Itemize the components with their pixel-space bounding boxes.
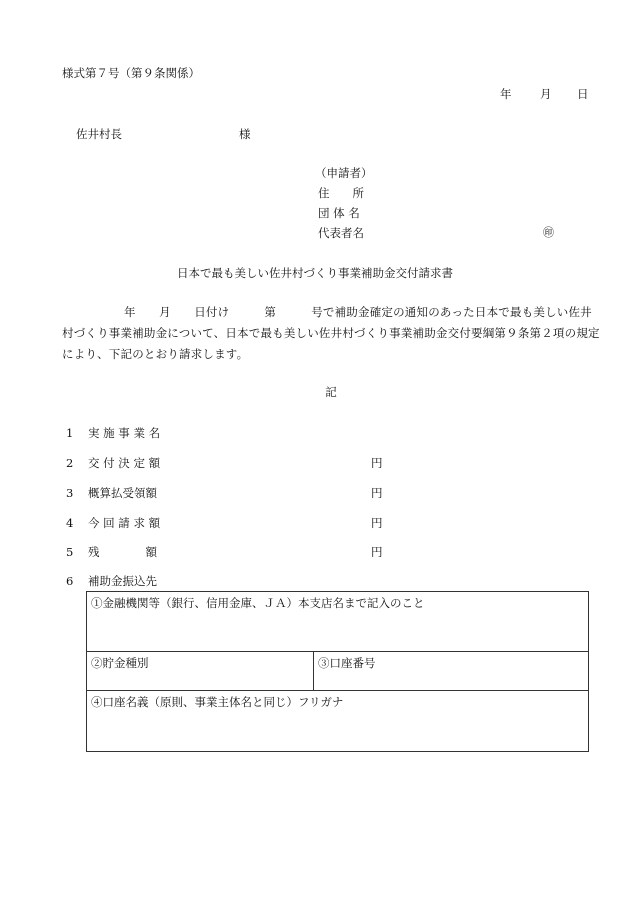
item-number: 3 bbox=[66, 486, 74, 500]
account-holder-label: ④口座名義（原則、事業主体名と同じ）フリガナ bbox=[91, 695, 344, 709]
bank-institution-cell[interactable] bbox=[87, 592, 589, 652]
date-month: 月 bbox=[540, 87, 552, 101]
deposit-type-label: ②貯金種別 bbox=[91, 656, 149, 670]
addressee-name: 佐井村長 bbox=[76, 127, 122, 141]
date-line bbox=[500, 87, 589, 101]
item-label: 交 付 決 定 額 bbox=[88, 456, 161, 470]
item-unit: 円 bbox=[371, 516, 383, 530]
item-number: 5 bbox=[66, 545, 74, 559]
item-number: 2 bbox=[66, 456, 74, 470]
item-number: 6 bbox=[66, 574, 74, 588]
item-unit: 円 bbox=[371, 545, 383, 559]
date-year: 年 bbox=[500, 87, 512, 101]
ki-heading: 記 bbox=[325, 385, 337, 399]
item-label: 実 施 事 業 名 bbox=[88, 426, 161, 440]
applicant-heading: （申請者） bbox=[315, 166, 373, 180]
account-number-cell[interactable] bbox=[314, 652, 589, 691]
item-unit: 円 bbox=[371, 456, 383, 470]
applicant-block bbox=[315, 166, 373, 246]
item-number: 1 bbox=[66, 426, 74, 440]
item-label: 今 回 請 求 額 bbox=[88, 516, 161, 530]
body-text: 年 月 日付け 第 号で補助金確定の通知のあった日本で最も美しい佐井村づくり事業補助金について、日本で最も美しい佐井村づくり事業補助金交付要綱第９条第２項の規定により、下記のとおり請求します。 bbox=[62, 305, 600, 361]
applicant-org-label: 団 体 名 bbox=[318, 206, 360, 220]
account-holder-cell[interactable] bbox=[87, 691, 589, 752]
form-number: 様式第７号（第９条関係） bbox=[62, 66, 200, 80]
applicant-rep-label: 代表者名 bbox=[318, 226, 364, 240]
body-paragraph bbox=[62, 302, 602, 365]
item-unit: 円 bbox=[371, 486, 383, 500]
account-number-label: ③口座番号 bbox=[318, 656, 376, 670]
addressee-honorific: 様 bbox=[239, 127, 251, 141]
item-label: 残 額 bbox=[88, 545, 157, 559]
bank-transfer-table bbox=[86, 591, 589, 752]
date-day: 日 bbox=[577, 87, 589, 101]
addressee bbox=[76, 127, 251, 141]
item-number: 4 bbox=[66, 516, 74, 530]
applicant-address-label: 住 所 bbox=[318, 186, 364, 200]
deposit-type-cell[interactable] bbox=[87, 652, 314, 691]
bank-institution-label: ①金融機関等（銀行、信用金庫、ＪＡ）本支店名まで記入のこと bbox=[91, 596, 425, 610]
item-label: 補助金振込先 bbox=[88, 574, 157, 588]
document-title: 日本で最も美しい佐井村づくり事業補助金交付請求書 bbox=[177, 266, 453, 280]
item-label: 概算払受領額 bbox=[88, 486, 157, 500]
seal-mark: ㊞ bbox=[543, 226, 554, 239]
